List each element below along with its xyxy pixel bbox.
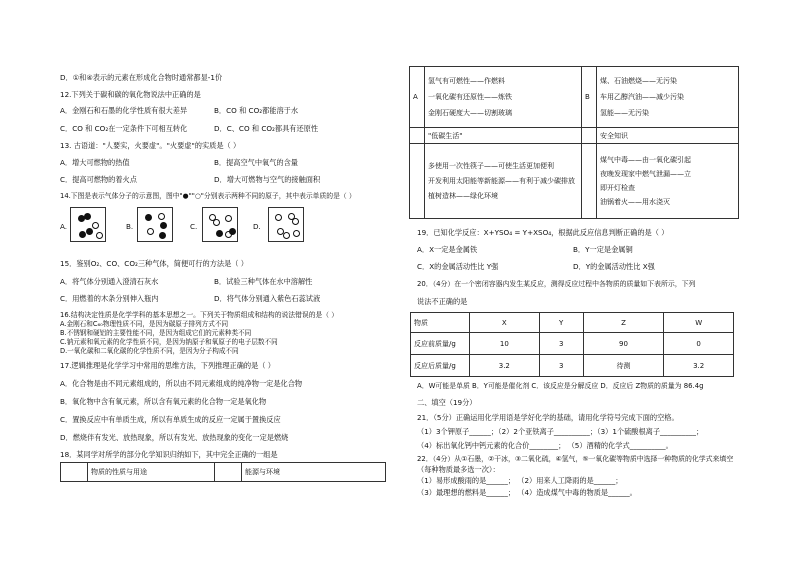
q14-stem: 14.下图是表示气体分子的示意图，图中"●""○"分别表示两种不同的原子，其中表示单质的是（ ） xyxy=(60,192,356,200)
q17-option-b: B．氧化物中含有氧元素，所以含有氧元素的化合物一定是氧化物 xyxy=(60,397,267,406)
q20-head-w: W xyxy=(664,313,734,333)
q20-row2-label: 反应后质量/g xyxy=(411,355,470,377)
q13-option-b: B．提高空气中氧气的含量 xyxy=(214,158,298,167)
q17-option-c: C．置换反应中有单质生成，所以有单质生成的反应一定属于置换反应 xyxy=(60,415,281,424)
q20-head-z: Z xyxy=(583,313,664,333)
q14-option-d-diagram xyxy=(268,207,304,242)
q20-row1-y: 3 xyxy=(539,333,583,355)
q20-row2-z: 待测 xyxy=(583,355,664,377)
q14-option-c-label: C. xyxy=(190,222,198,231)
q18-stem: 18．某同学对所学的部分化学知识归纳如下，其中完全正确的一组是 xyxy=(60,450,278,459)
q14-option-a-label: A. xyxy=(60,222,68,231)
q14-option-b-diagram xyxy=(137,207,173,242)
q14-option-b-label: B. xyxy=(126,222,134,231)
q20-head-substance: 物质 xyxy=(411,313,470,333)
q20-row1-label: 反应前质量/g xyxy=(411,333,470,355)
q16-option-b: B.不锈钢和硬铝的主要性能不同，是因为组成它们的元素种类不同 xyxy=(60,329,252,337)
section-fill-in: 二、填空（19分） xyxy=(417,398,477,407)
q20-row2-x: 3.2 xyxy=(470,355,540,377)
q18-table xyxy=(409,66,739,219)
q20-stem-cont: 说法不正确的是 xyxy=(417,297,468,306)
q13-option-c: C．提高可燃物的着火点 xyxy=(60,175,137,184)
q18-cell-c: 多使用一次性筷子——可使生活更加便利 开发利用太阳能等新能源——有利于减少碳排放 植树造林——绿化环境 xyxy=(425,144,582,219)
q21-line2: （4）标出氧化钙中钙元素的化合价________； （5）酒精的化学式__________。 xyxy=(417,441,673,450)
q17-stem: 17.逻辑推理是化学学习中常用的思维方法，下列推理正确的是（ ） xyxy=(60,361,275,370)
q20-table xyxy=(410,312,734,377)
q22-note: （每种物质最多选一次）： xyxy=(417,465,500,474)
q18-header-properties: 物质的性质与用途 xyxy=(88,463,215,482)
q15-option-d: D．将气体分别通入紫色石蕊试液 xyxy=(214,294,321,303)
q12-option-a: A．金刚石和石墨的化学性质有很大差异 xyxy=(60,106,188,115)
q13-option-d: D．增大可燃物与空气的接触面积 xyxy=(214,175,321,184)
q18-row-a-label: A xyxy=(410,67,425,128)
q16-option-a: A.金刚石和C₆₀物理性质不同，是因为碳原子排列方式不同 xyxy=(60,320,229,328)
q20-head-x: X xyxy=(470,313,540,333)
q20-row2-w: 3.2 xyxy=(664,355,734,377)
q19-stem: 19．已知化学反应：X+YSO₄ = Y+XSO₄，根据此反应信息判断正确的是（ ） xyxy=(417,228,669,237)
q18-cell-a: 氢气有可燃性——作燃料 一氧化碳有还原性——炼铁 金刚石硬度大——切割玻璃 xyxy=(425,67,582,128)
q18-header-safety: 安全知识 xyxy=(597,128,739,144)
q20-stem: 20．（4分）在一个密闭容器内发生某反应，测得反应过程中各物质的质量如下表所示，下列 xyxy=(417,280,696,288)
q13-option-a: A．增大可燃物的热值 xyxy=(60,158,130,167)
q22-line2: （3）最理想的燃料是______； （4）造成煤气中毒的物质是______。 xyxy=(417,488,637,497)
q20-row1-z: 90 xyxy=(583,333,664,355)
q19-option-a: A．X一定是金属铁 xyxy=(417,245,478,254)
q18-cell-d: 煤气中毒——由一氧化碳引起 夜晚发现家中燃气泄漏——立 即开灯检查 油锅着火——用水浇灭 xyxy=(597,144,739,219)
q21-line1: （1）3个钾原子______；（2）2个亚铁离子__________；（3）1个硫酸根离子__________； xyxy=(417,427,704,436)
q20-options: A．W可能是单质 B．Y可能是催化剂 C．该反应是分解反应 D．反应后 Z物质的质量为 86.4g xyxy=(417,382,704,390)
q13-stem: 13. 古语道："人要实，火要虚"。"火要虚"的实质是（ ） xyxy=(60,141,241,150)
q15-stem: 15．鉴别O₂、CO、CO₂三种气体，简便可行的方法是（ ） xyxy=(60,259,248,268)
q19-option-b: B．Y一定是金属铜 xyxy=(573,245,633,254)
q19-option-c: C．X的金属活动性比 Y强 xyxy=(417,262,499,271)
q22-line1: （1）易形成酸雨的是______； （2）用来人工降雨的是______； xyxy=(417,476,623,485)
q16-option-c: C.钠元素和氧元素的化学性质不同，是因为钠原子和氧原子的电子层数不同 xyxy=(60,338,278,346)
q15-option-a: A．将气体分别通入澄清石灰水 xyxy=(60,277,159,286)
q15-option-b: B．试验三种气体在水中溶解性 xyxy=(214,277,313,286)
q22-stem: 22．（4分）从①石墨，②干冰，③二氧化硫，④氢气，⑤一氧化碳等物质中选择一种物质的化学式来填空 xyxy=(417,455,734,463)
q17-option-d: D．燃烧伴有发光、放热现象，所以有发光、放热现象的变化一定是燃烧 xyxy=(60,433,289,442)
q18-header-energy: 能源与环境 xyxy=(242,463,386,482)
q18-table-head xyxy=(60,462,386,482)
q19-option-d: D．Y的金属活动性比 X强 xyxy=(573,262,655,271)
q15-option-c: C．用燃着的木条分别伸入瓶内 xyxy=(60,294,159,303)
q16-stem: 16.结构决定性质是化学学科的基本思想之一。下列关于物质组成和结构的说法错误的是（ ） xyxy=(60,311,339,319)
q21-stem: 21．（5分）正确运用化学用语是学好化学的基础，请用化学符号完成下面的空格。 xyxy=(417,413,679,422)
q14-option-c-diagram xyxy=(202,207,238,242)
q14-option-a-diagram xyxy=(70,207,106,242)
q12-option-d: D．C、CO 和 CO₂都具有还原性 xyxy=(214,124,319,133)
q11-option-d: D．①和④表示的元素在形成化合物时通常都显-1价 xyxy=(60,73,223,82)
q16-option-d: D.一氧化碳和二氧化碳的化学性质不同，是因为分子构成不同 xyxy=(60,347,239,355)
q12-option-c: C．CO 和 CO₂在一定条件下可相互转化 xyxy=(60,124,188,133)
q18-cell-b: 煤、石油燃烧——无污染 车用乙醇汽油——减少污染 氢能——无污染 xyxy=(597,67,739,128)
q20-row1-x: 10 xyxy=(470,333,540,355)
q20-head-y: Y xyxy=(539,313,583,333)
q20-row2-y: 3 xyxy=(539,355,583,377)
q18-row-b-label: B xyxy=(582,67,597,128)
q12-option-b: B．CO 和 CO₂都能溶于水 xyxy=(214,106,299,115)
q14-option-d-label: D. xyxy=(253,222,261,231)
q17-option-a: A．化合物是由不同元素组成的，所以由不同元素组成的纯净物一定是化合物 xyxy=(60,379,303,388)
q20-row1-w: 0 xyxy=(664,333,734,355)
q18-header-low-carbon: "低碳生活" xyxy=(425,128,582,144)
q12-stem: 12.下列关于碳和碳的氧化物说法中正确的是 xyxy=(60,90,201,99)
